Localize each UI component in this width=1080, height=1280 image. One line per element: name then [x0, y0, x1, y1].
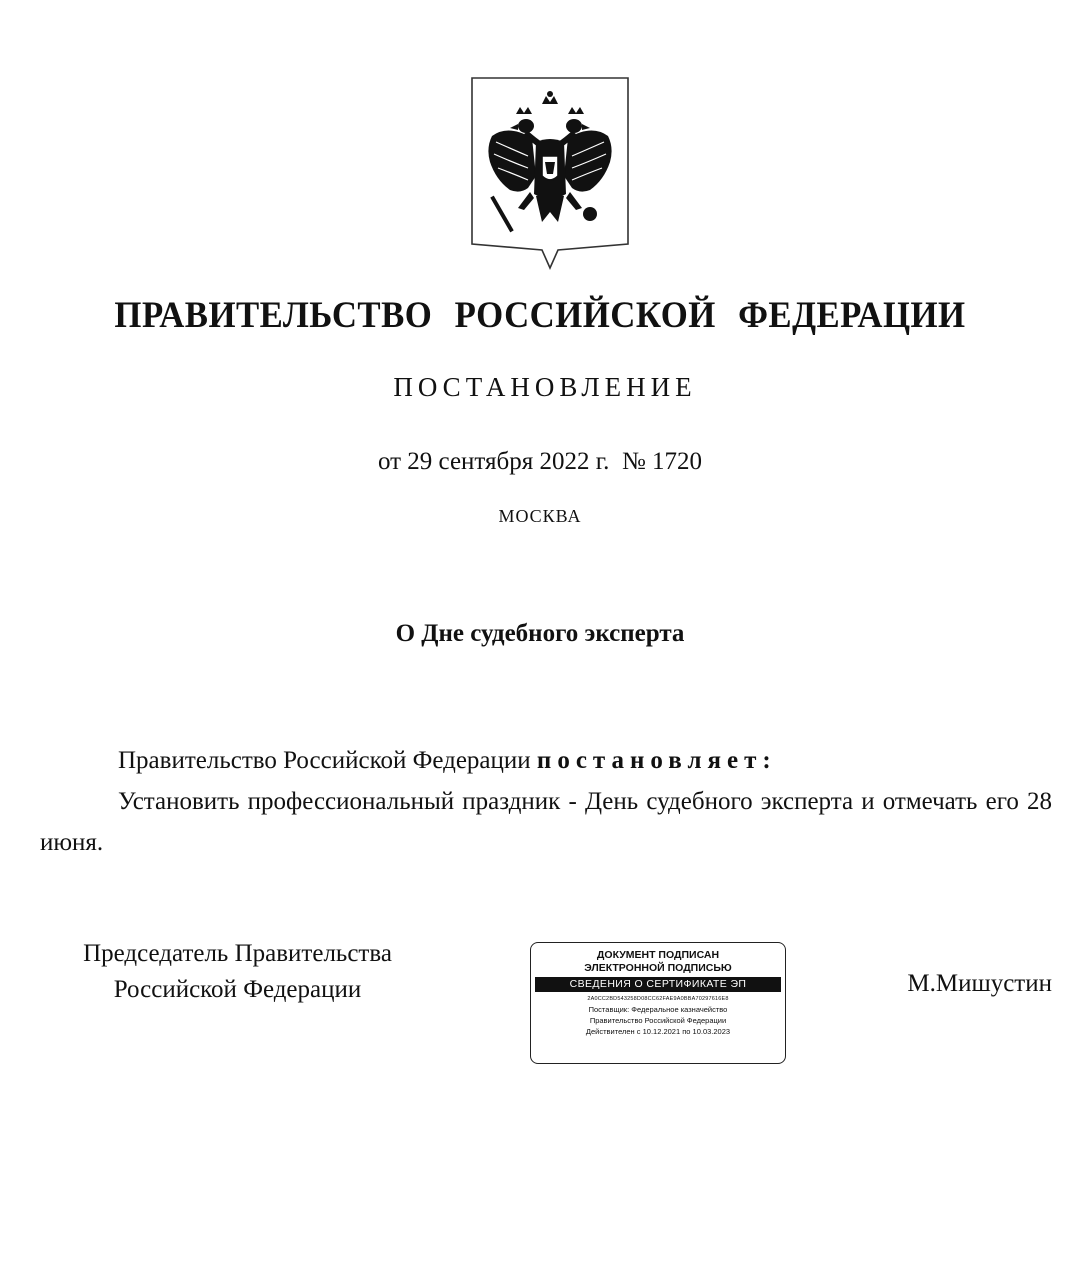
document-body — [40, 740, 1052, 863]
document-type: ПОСТАНОВЛЕНИЕ — [393, 372, 697, 402]
stamp-certificate-band: СВЕДЕНИЯ О СЕРТИФИКАТЕ ЭП — [535, 977, 781, 992]
stamp-serial: 2A0CC2BD543258D08CC62FAE9A0BBA70297616E8 — [587, 996, 729, 1002]
document-number: № 1720 — [621, 448, 703, 475]
document-city: МОСКВА — [498, 506, 582, 526]
stamp-validity: Действителен с 10.12.2021 по 10.03.2023 — [585, 1027, 731, 1036]
government-title: ПРАВИТЕЛЬСТВО РОССИЙСКОЙ ФЕДЕРАЦИИ — [114, 295, 966, 336]
decree-verb: постановляет: — [536, 747, 777, 774]
stamp-line2: ЭЛЕКТРОННОЙ ПОДПИСЬЮ — [584, 962, 732, 974]
signatory-name: М.Мишустин — [907, 970, 1052, 997]
document-subject: О Дне судебного эксперта — [395, 620, 685, 647]
signatory-position-line2: Российской Федерации — [113, 976, 362, 1003]
document-date-line — [0, 448, 1080, 476]
stamp-line1: ДОКУМЕНТ ПОДПИСАН — [596, 949, 720, 961]
document-date: от 29 сентября 2022 г. — [377, 448, 610, 475]
electronic-signature-stamp — [530, 942, 786, 1064]
signatory-position — [40, 936, 435, 1008]
decree-intro-line — [40, 740, 1052, 781]
decree-intro: Правительство Российской Федерации — [118, 747, 531, 774]
signatory-position-line1: Председатель Правительства — [83, 940, 392, 967]
coat-of-arms-icon — [470, 76, 630, 270]
decree-paragraph: Установить профессиональный праздник - День судебного эксперта и отмечать его 28 июня. — [40, 788, 1052, 856]
stamp-issuer: Поставщик: Федеральное казначейство — [588, 1005, 728, 1014]
stamp-owner: Правительство Российской Федерации — [589, 1016, 727, 1025]
